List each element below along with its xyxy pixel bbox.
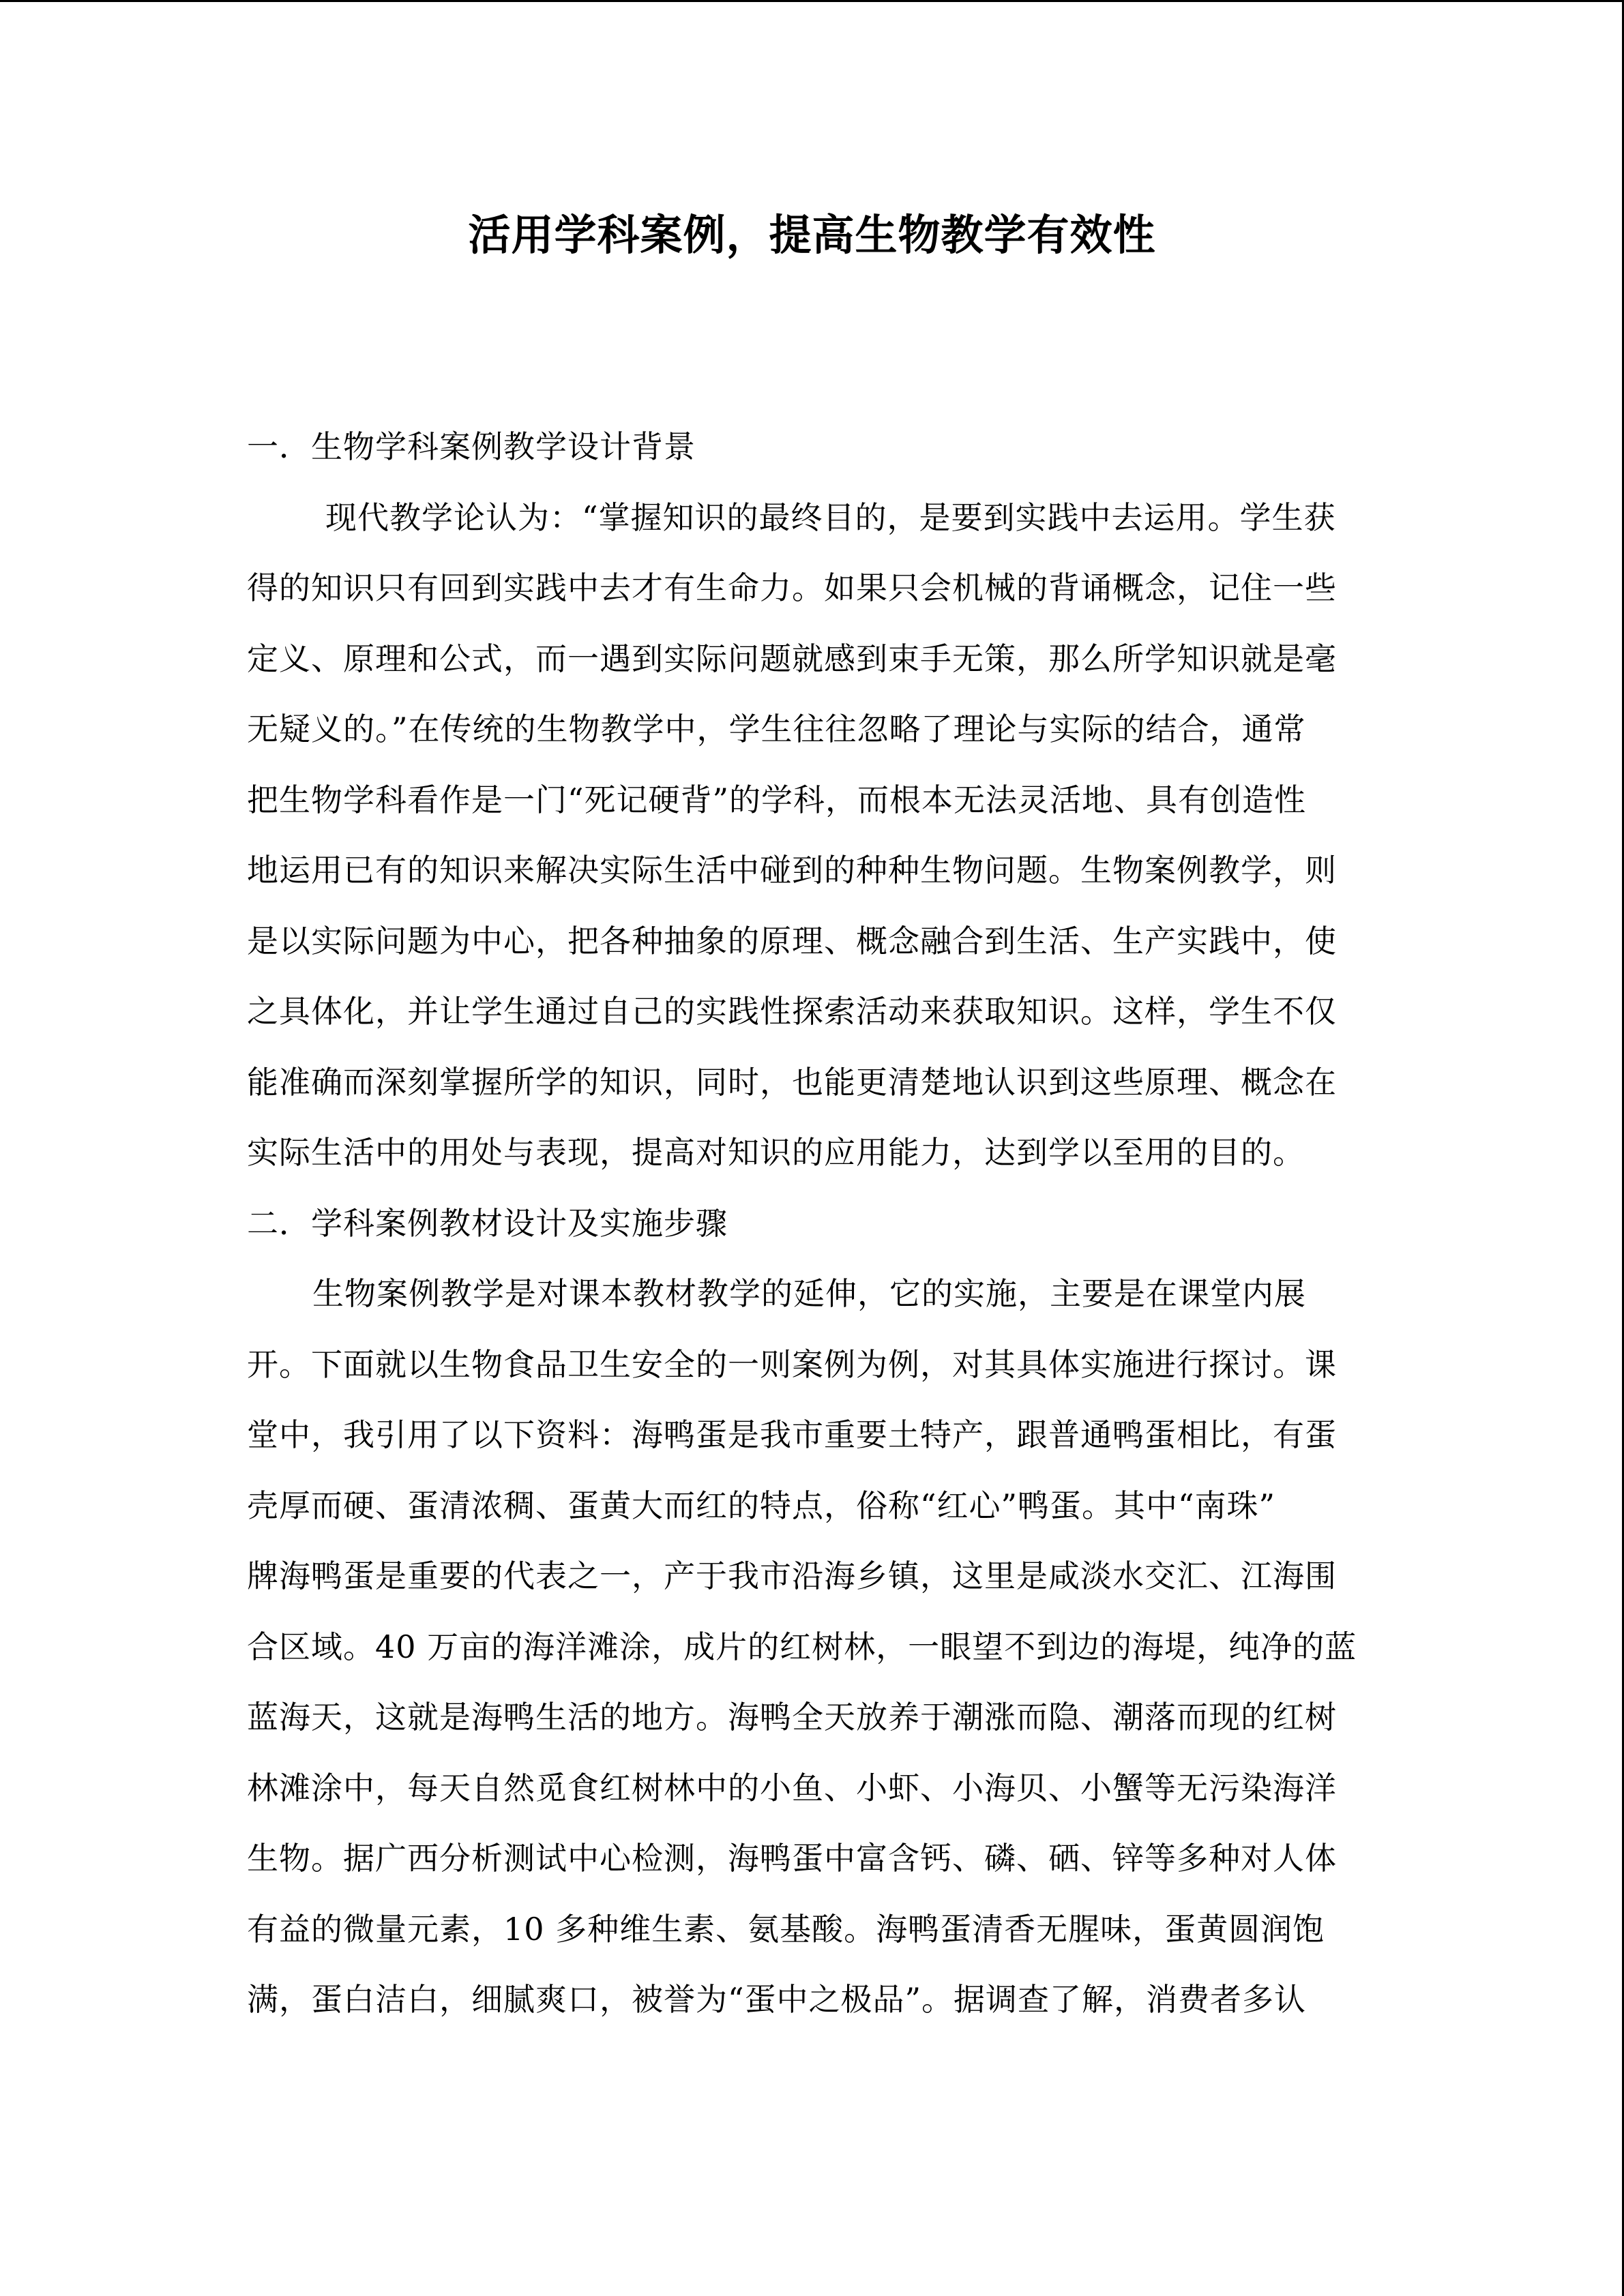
section-heading-2: 二．学科案例教材设计及实施步骤 [247, 1204, 728, 1242]
paragraph-line: 生物。据广西分析测试中心检测，海鸭蛋中富含钙、磷、硒、锌等多种对人体 [247, 1840, 1337, 1877]
section-heading-1: 一．生物学科案例教学设计背景 [247, 428, 696, 465]
document-body [247, 412, 1372, 2036]
paragraph-line: 地运用已有的知识来解决实际生活中碰到的种种生物问题。生物案例教学，则 [247, 852, 1337, 889]
paragraph-line: 开。下面就以生物食品卫生安全的一则案例为例，对其具体实施进行探讨。课 [247, 1345, 1337, 1383]
paragraph-line: 合区域。40 万亩的海洋滩涂，成片的红树林，一眼望不到边的海堤，纯净的蓝 [247, 1628, 1357, 1665]
paragraph-line: 得的知识只有回到实践中去才有生命力。如果只会机械的背诵概念，记住一些 [247, 569, 1337, 606]
paragraph-line: 堂中，我引用了以下资料：海鸭蛋是我市重要土特产，跟普通鸭蛋相比，有蛋 [247, 1416, 1337, 1453]
paragraph-line: 把生物学科看作是一门“死记硬背”的学科，而根本无法灵活地、具有创造性 [247, 781, 1307, 818]
paragraph-line: 有益的微量元素，10 多种维生素、氨基酸。海鸭蛋清香无腥味，蛋黄圆润饱 [247, 1910, 1325, 1948]
page-border-top [0, 0, 1624, 2]
paragraph-line: 实际生活中的用处与表现，提高对知识的应用能力，达到学以至用的目的。 [247, 1134, 1305, 1171]
paragraph-line: 满，蛋白洁白，细腻爽口，被誉为“蛋中之极品”。据调查了解，消费者多认 [247, 1981, 1307, 2018]
paragraph-line: 壳厚而硬、蛋清浓稠、蛋黄大而红的特点，俗称“红心”鸭蛋。其中“南珠” [247, 1487, 1276, 1524]
paragraph-line: 能准确而深刻掌握所学的知识，同时，也能更清楚地认识到这些原理、概念在 [247, 1063, 1337, 1101]
paragraph-line: 现代教学论认为：“掌握知识的最终目的，是要到实践中去运用。学生获 [325, 498, 1336, 536]
paragraph-line: 无疑义的。”在传统的生物教学中，学生往往忽略了理论与实际的结合，通常 [247, 711, 1306, 747]
paragraph-line: 牌海鸭蛋是重要的代表之一，产于我市沿海乡镇，这里是咸淡水交汇、江海围 [247, 1557, 1337, 1594]
paragraph-line: 蓝海天，这就是海鸭生活的地方。海鸭全天放养于潮涨而隐、潮落而现的红树 [247, 1699, 1337, 1735]
document-title: 活用学科案例，提高生物教学有效性 [468, 210, 1156, 260]
paragraph-line: 之具体化，并让学生通过自己的实践性探索活动来获取知识。这样，学生不仅 [247, 993, 1337, 1030]
paragraph-line: 定义、原理和公式，而一遇到实际问题就感到束手无策，那么所学知识就是毫 [247, 640, 1337, 677]
paragraph-line: 是以实际问题为中心，把各种抽象的原理、概念融合到生活、生产实践中，使 [247, 922, 1337, 959]
paragraph-line: 林滩涂中，每天自然觅食红树林中的小鱼、小虾、小海贝、小蟹等无污染海洋 [247, 1769, 1337, 1806]
paragraph-line: 生物案例教学是对课本教材教学的延伸，它的实施，主要是在课堂内展 [312, 1275, 1306, 1312]
